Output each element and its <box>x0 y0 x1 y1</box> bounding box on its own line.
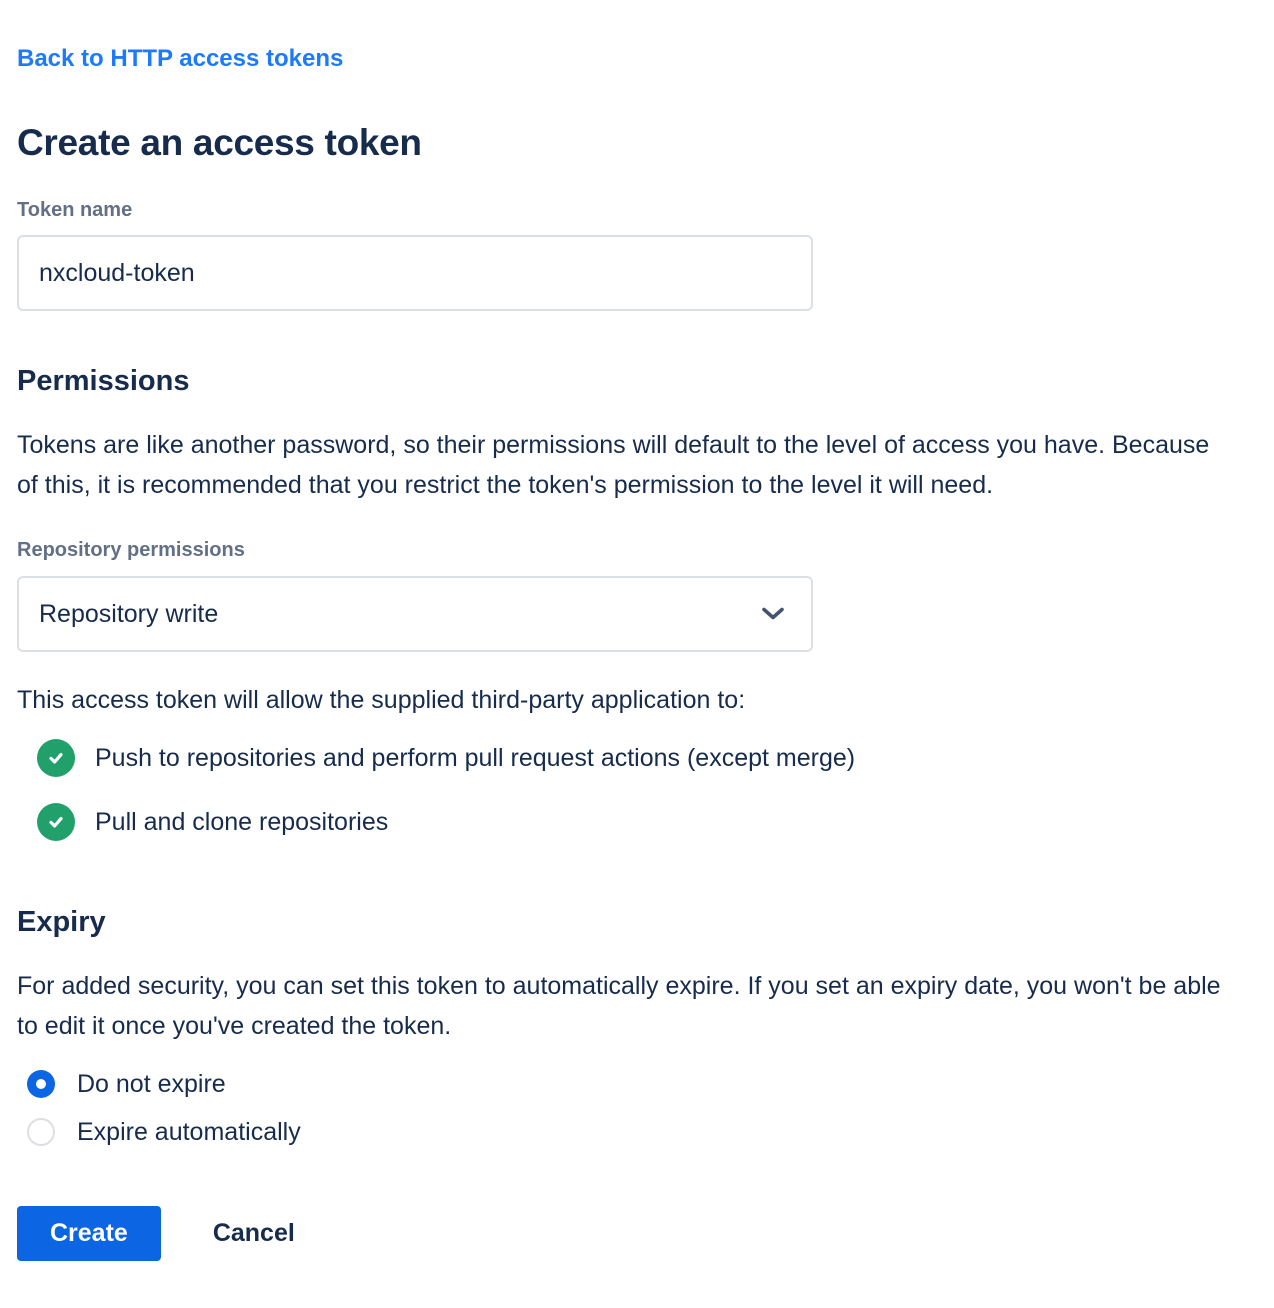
capability-item-pull <box>37 802 1257 842</box>
radio-label-expire-automatically: Expire automatically <box>77 1117 301 1146</box>
expiry-options <box>27 1068 1257 1148</box>
permissions-description: Tokens are like another password, so their permissions will default to the level of access you have. Because of this, it is recommended that you restrict the token's permission to the level it will need. <box>17 431 1210 499</box>
back-to-http-access-tokens-link[interactable]: Back to HTTP access tokens <box>17 45 344 72</box>
form-actions <box>17 1206 1257 1261</box>
radio-label-do-not-expire: Do not expire <box>77 1069 226 1098</box>
expiry-description: For added security, you can set this token to automatically expire. If you set an expiry date, you won't be able to edit it once you've created the token. <box>17 972 1221 1040</box>
check-icon <box>37 803 75 841</box>
repository-permissions-value: Repository write <box>39 599 219 628</box>
capability-label: Pull and clone repositories <box>95 808 389 836</box>
token-allow-intro: This access token will allow the supplied third-party application to: <box>17 686 746 714</box>
radio-row-expire-automatically[interactable] <box>27 1116 1257 1148</box>
expiry-heading: Expiry <box>17 906 106 938</box>
capability-item-push <box>37 738 1257 778</box>
check-icon <box>37 739 75 777</box>
repository-permissions-select[interactable] <box>17 576 813 652</box>
token-name-label: Token name <box>17 199 133 221</box>
token-name-input[interactable] <box>17 235 813 311</box>
repository-permissions-label: Repository permissions <box>17 539 245 561</box>
radio-selected-icon[interactable] <box>27 1070 55 1098</box>
chevron-down-icon <box>761 606 785 622</box>
page-title: Create an access token <box>17 122 422 163</box>
create-button[interactable]: Create <box>17 1206 161 1261</box>
radio-unselected-icon[interactable] <box>27 1118 55 1146</box>
cancel-button[interactable]: Cancel <box>203 1206 305 1261</box>
permissions-heading: Permissions <box>17 365 190 397</box>
capability-label: Push to repositories and perform pull request actions (except merge) <box>95 744 856 772</box>
radio-row-do-not-expire[interactable] <box>27 1068 1257 1100</box>
capability-list <box>17 738 1257 842</box>
